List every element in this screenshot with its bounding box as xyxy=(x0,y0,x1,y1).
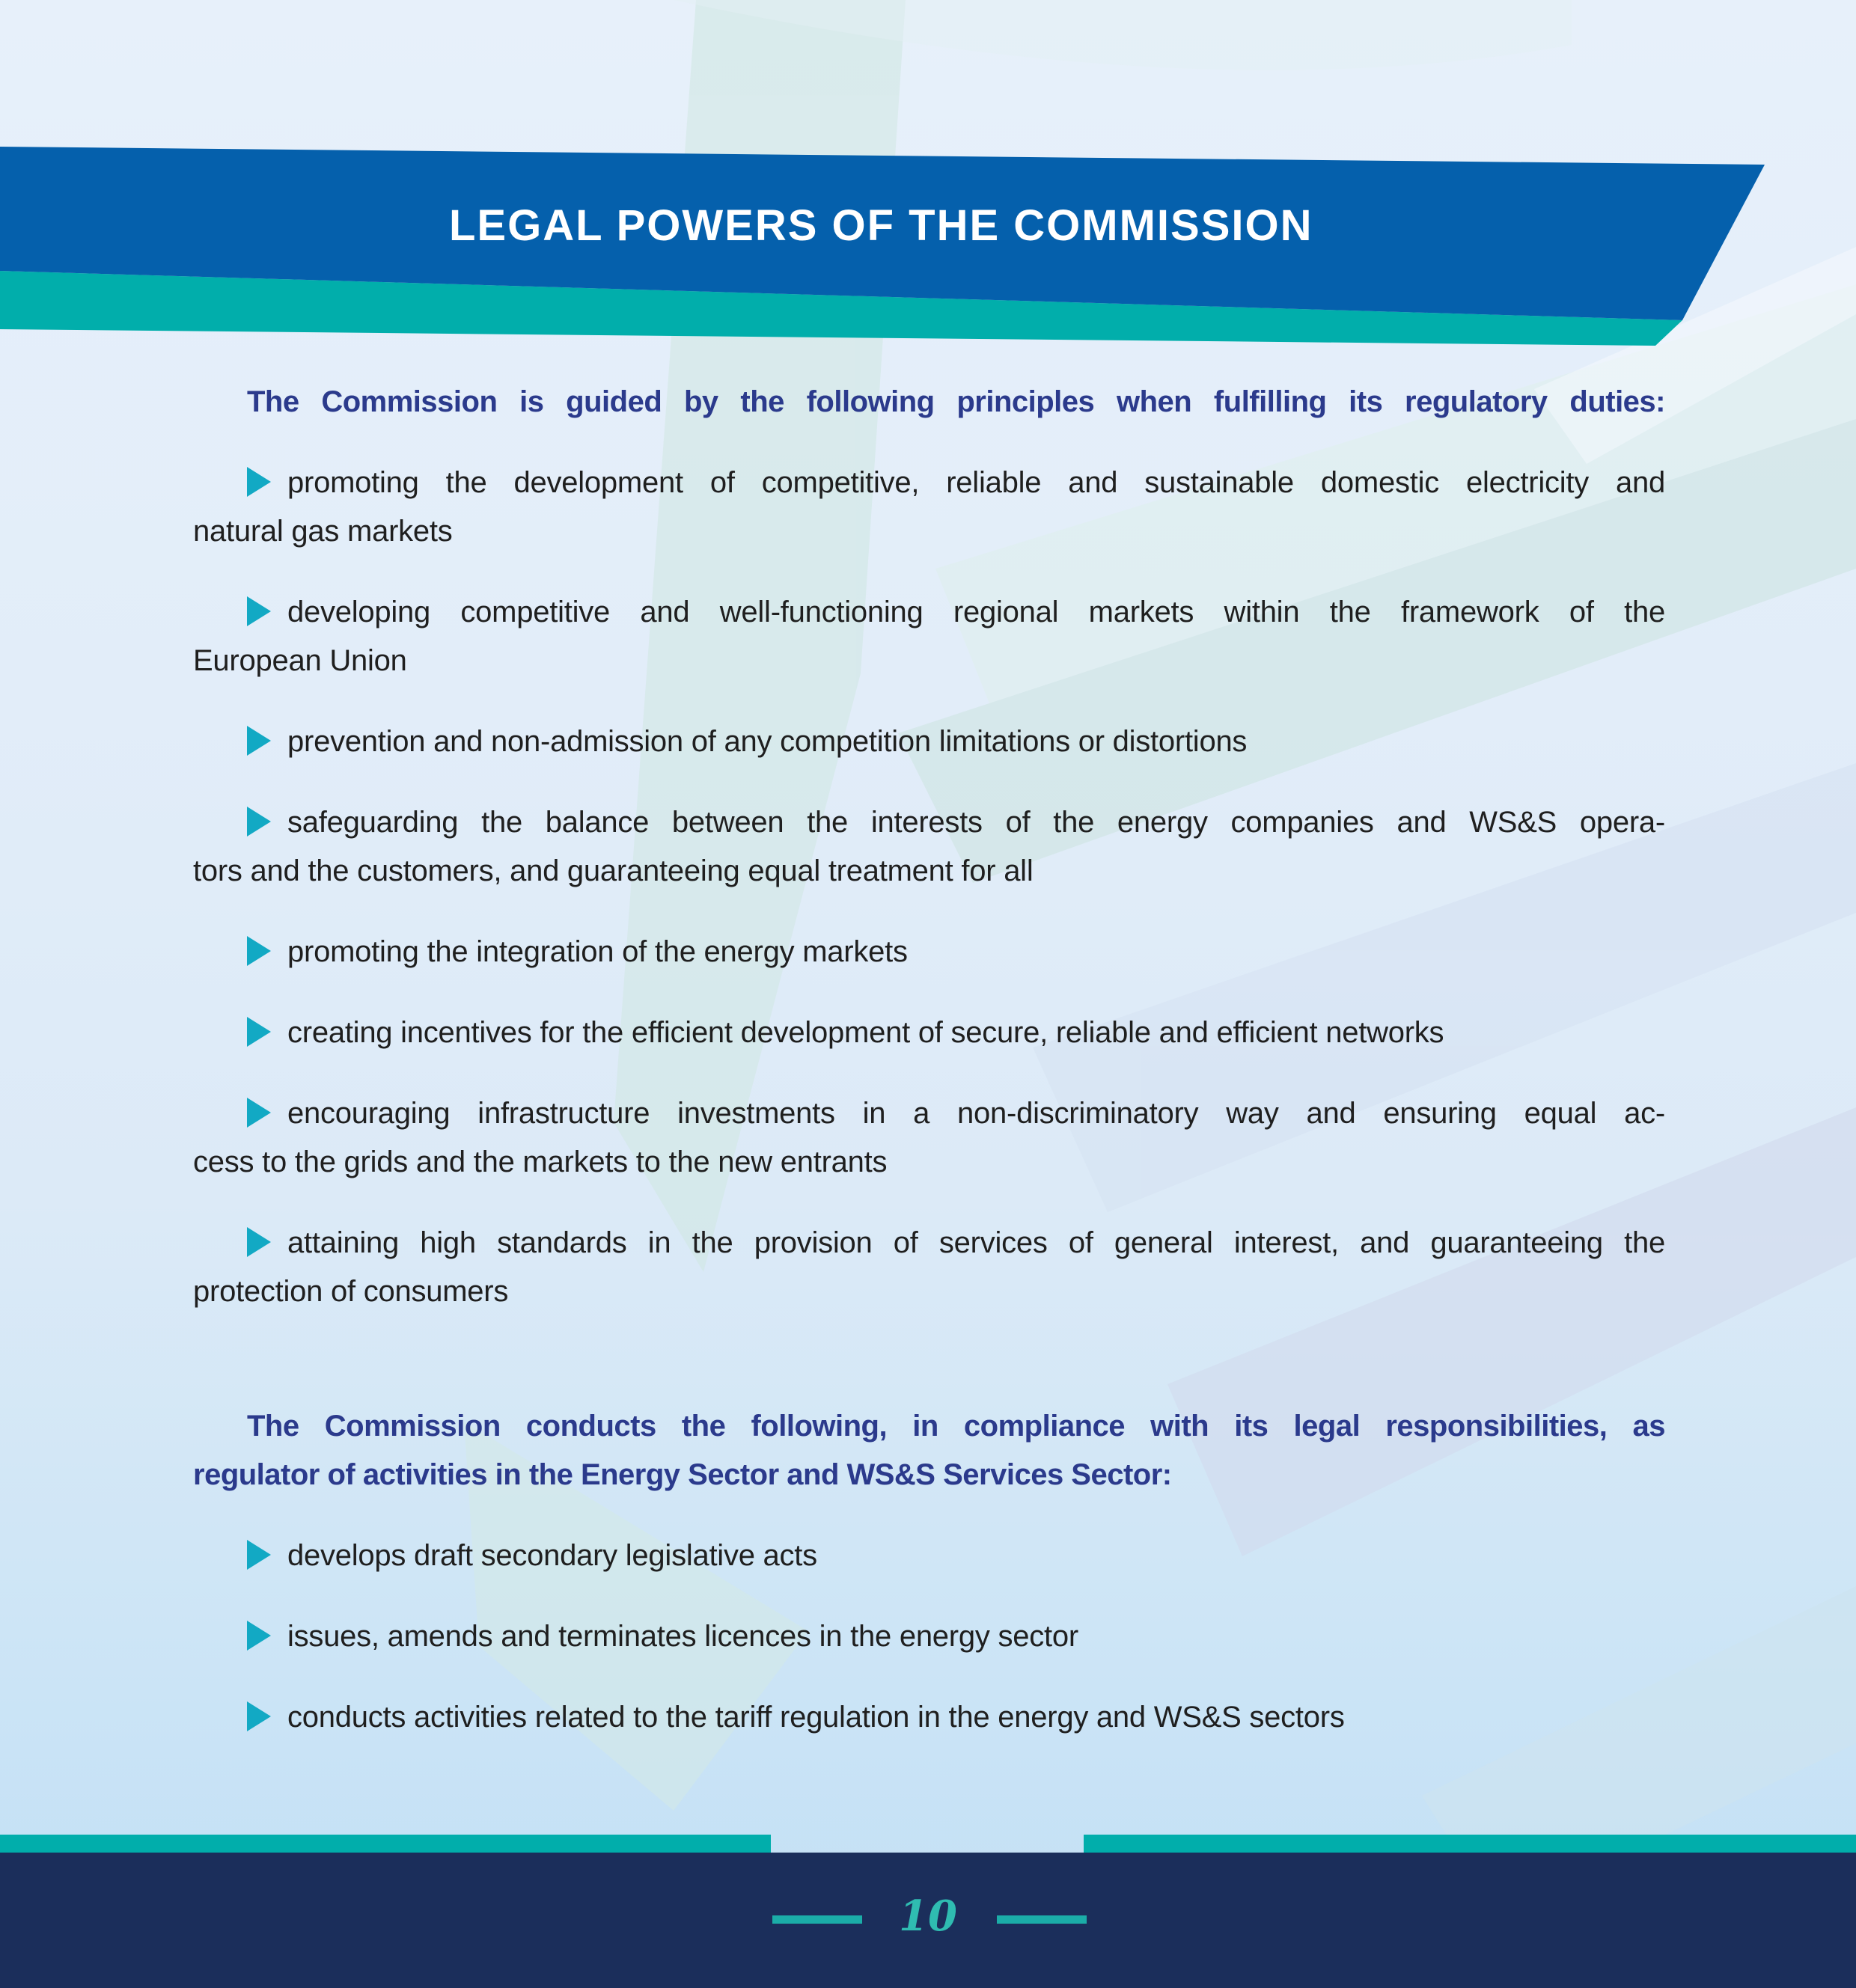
bullet-item xyxy=(193,1009,1665,1057)
bullet-text: encouraging infrastructure investments in a non-discriminatory way and ensuring equal ac- xyxy=(287,1097,1665,1130)
bullet-arrow-icon xyxy=(247,1540,271,1570)
bullet-text: developing competitive and well-functioning regional markets within the framework of the xyxy=(287,596,1665,628)
page-number-dash-left xyxy=(772,1915,862,1924)
bullet-item xyxy=(193,1612,1665,1661)
bullet-arrow-icon xyxy=(247,1227,271,1257)
footer-teal-strip-left xyxy=(0,1835,771,1853)
section1-heading: The Commission is guided by the following principles when fulfilling its regulatory duties: xyxy=(247,385,1665,418)
bullet-text: natural gas markets xyxy=(193,515,453,548)
page-title: LEGAL POWERS OF THE COMMISSION xyxy=(449,201,1313,250)
bullet-item xyxy=(193,1693,1665,1742)
bullet-text: attaining high standards in the provision of services of general interest, and guaranteeing the xyxy=(287,1226,1665,1259)
bullet-text: conducts activities related to the tariff regulation in the energy and WS&S sectors xyxy=(287,1701,1345,1734)
bullet-item xyxy=(193,718,1665,766)
heading-line: regulator of activities in the Energy Sector and WS&S Services Sector: xyxy=(193,1458,1172,1491)
bullet-arrow-icon xyxy=(247,807,271,837)
bullet-text: issues, amends and terminates licences in the energy sector xyxy=(287,1620,1078,1653)
bullet-arrow-icon xyxy=(247,936,271,966)
bullet-arrow-icon xyxy=(247,726,271,756)
bullet-item xyxy=(193,1089,1665,1187)
bullet-arrow-icon xyxy=(247,1621,271,1651)
title-banner-shapes xyxy=(0,0,1856,359)
bullet-item xyxy=(193,588,1665,685)
bullet-arrow-icon xyxy=(247,1098,271,1128)
bullet-arrow-icon xyxy=(247,1701,271,1731)
bullet-arrow-icon xyxy=(247,596,271,626)
bullet-item xyxy=(193,928,1665,976)
page-number: 10 xyxy=(899,1891,957,1941)
page-number-dash-right xyxy=(997,1915,1087,1924)
bullet-item xyxy=(193,798,1665,896)
section2-heading xyxy=(193,1402,1665,1499)
bullet-text: safeguarding the balance between the interests of the energy companies and WS&S opera- xyxy=(287,806,1665,839)
footer-teal-strip-right xyxy=(1084,1835,1856,1853)
bullet-arrow-icon xyxy=(247,467,271,497)
bullet-text: protection of consumers xyxy=(193,1275,509,1308)
bullet-text: promoting the integration of the energy markets xyxy=(287,935,908,968)
heading-line: The Commission conducts the following, in compliance with its legal responsibilities, as xyxy=(247,1410,1665,1443)
bullet-text: promoting the development of competitive, reliable and sustainable domestic electricity and xyxy=(287,466,1665,499)
bullet-item xyxy=(193,459,1665,556)
bullet-text: tors and the customers, and guaranteeing equal treatment for all xyxy=(193,854,1034,887)
page-content xyxy=(193,378,1665,1774)
bullet-item xyxy=(193,1532,1665,1580)
bullet-text: creating incentives for the efficient development of secure, reliable and efficient networks xyxy=(287,1016,1444,1049)
bullet-text: European Union xyxy=(193,644,407,677)
bullet-item xyxy=(193,1219,1665,1316)
bullet-text: cess to the grids and the markets to the new entrants xyxy=(193,1146,888,1178)
bullet-text: prevention and non-admission of any competition limitations or distortions xyxy=(287,725,1248,758)
bullet-arrow-icon xyxy=(247,1017,271,1047)
bullet-text: develops draft secondary legislative acts xyxy=(287,1539,817,1572)
